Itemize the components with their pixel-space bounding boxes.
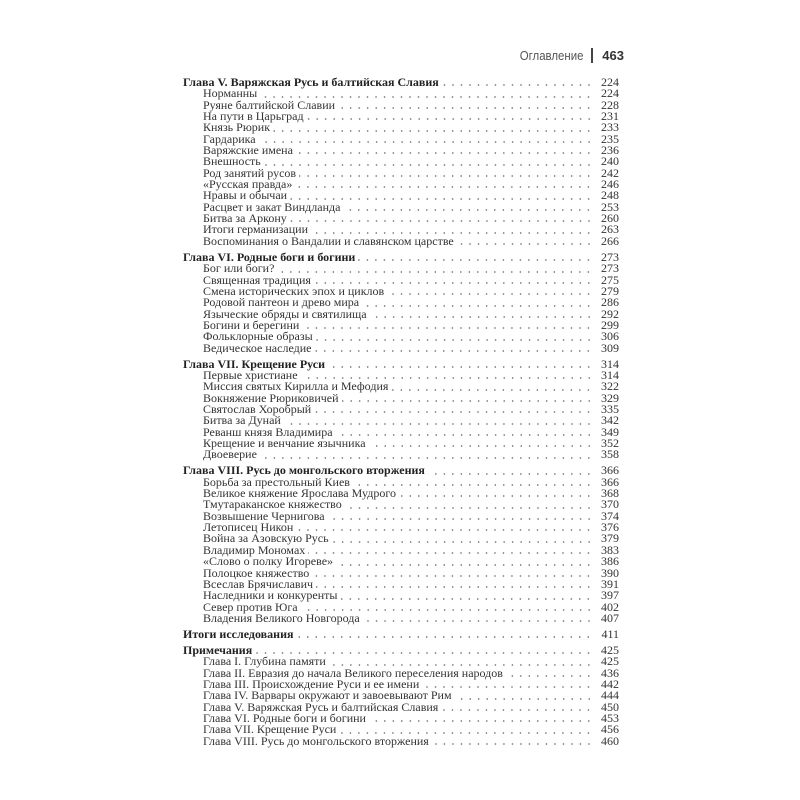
entry-page-number: 275 — [601, 272, 619, 287]
entry-page-number: 248 — [601, 188, 619, 203]
entry-title: Возвышение Чернигова — [203, 508, 325, 523]
entry-title: Священная традиция — [203, 272, 311, 287]
entry-page-number: 366 — [601, 474, 619, 489]
dot-leader — [316, 339, 593, 341]
entry-page-number: 352 — [601, 436, 619, 451]
entry-title: Битва за Аркону — [203, 211, 287, 226]
entry-page-number: 233 — [601, 120, 619, 135]
entry-page-number: 374 — [601, 508, 619, 523]
dot-leader — [362, 305, 593, 307]
entry-title: Наследники и конкуренты — [203, 588, 338, 603]
entry-page-number: 444 — [601, 688, 619, 703]
dot-leader — [302, 327, 593, 329]
dot-leader — [336, 564, 593, 566]
entry-page-number: 390 — [601, 565, 619, 580]
entry-page-number: 260 — [601, 211, 619, 226]
entry-title: Глава VI. Родные боги и богини — [203, 711, 366, 725]
dot-leader — [332, 541, 593, 543]
header-divider — [591, 48, 593, 63]
entry-title: Норманны — [203, 86, 258, 101]
entry-title: Внешность — [203, 154, 261, 169]
dot-leader — [296, 529, 593, 531]
dot-leader — [296, 636, 593, 638]
dot-leader — [457, 243, 593, 245]
dot-leader — [506, 675, 593, 677]
entry-title: Фольклорные образы — [203, 329, 313, 344]
toc-subentry[interactable] — [183, 340, 619, 355]
entry-page-number: 460 — [601, 733, 619, 748]
entry-page-number: 391 — [601, 576, 619, 591]
entry-page-number: 292 — [601, 306, 619, 321]
dot-leader — [328, 518, 593, 520]
dot-leader — [312, 575, 593, 577]
entry-page-number: 309 — [601, 340, 619, 355]
dot-leader — [338, 107, 593, 109]
dot-leader — [455, 698, 593, 700]
dot-leader — [299, 175, 593, 177]
dot-leader — [358, 259, 593, 261]
toc-section — [183, 249, 619, 355]
entry-title: Итоги германизации — [203, 222, 309, 237]
toc-subentry[interactable] — [183, 233, 619, 248]
running-header — [511, 48, 624, 63]
entry-page-number: 236 — [601, 143, 619, 158]
entry-page-number: 228 — [601, 97, 619, 112]
dot-leader — [428, 473, 593, 475]
dot-leader — [345, 507, 593, 509]
entry-page-number: 314 — [601, 367, 619, 382]
entry-title: Воспоминания о Вандалии и славянском царстве — [203, 233, 454, 248]
toc-subentry[interactable] — [183, 610, 619, 625]
entry-page-number: 386 — [601, 554, 619, 569]
entry-title: Глава VII. Крещение Руси — [203, 722, 337, 737]
dot-leader — [369, 720, 593, 722]
dot-leader — [264, 164, 593, 166]
entry-page-number: 246 — [601, 177, 619, 192]
entry-page-number: 407 — [601, 610, 619, 625]
entry-page-number: 240 — [601, 154, 619, 169]
entry-title: Глава II. Евразия до начала Великого переселения народов — [203, 665, 503, 680]
entry-page-number: 273 — [601, 249, 619, 264]
entry-title: Глава VIII. Русь до монгольского вторжения — [203, 733, 429, 748]
entry-title: Смена исторических эпох и циклов — [203, 283, 385, 298]
entry-title: Святослав Хоробрый — [203, 402, 312, 416]
entry-title: Глава V. Варяжская Русь и балтийская Славия — [203, 699, 439, 714]
entry-title: Всеслав Брячиславич — [203, 576, 314, 591]
dot-leader — [441, 709, 593, 711]
entry-page-number: 425 — [601, 654, 619, 669]
entry-title: Битва за Дунай — [203, 413, 281, 428]
entry-title: Вокняжение Рюриковичей — [203, 390, 339, 405]
entry-title: Крещение и венчание язычника — [203, 436, 366, 451]
entry-page-number: 383 — [601, 542, 619, 557]
entry-title: Глава III. Происхождение Руси и ее имени — [203, 676, 420, 691]
entry-title: Гардарика — [203, 131, 256, 146]
entry-title: Владимир Мономах — [203, 542, 306, 557]
dot-leader — [432, 743, 593, 745]
toc-subentry[interactable] — [183, 733, 619, 748]
table-of-contents — [183, 77, 619, 747]
dot-leader — [277, 271, 593, 273]
entry-page-number: 329 — [601, 390, 619, 405]
dot-leader — [316, 586, 593, 588]
toc-section — [183, 465, 619, 624]
entry-page-number: 368 — [601, 486, 619, 501]
entry-title: Тмутараканское княжество — [203, 497, 342, 512]
dot-leader — [340, 598, 593, 600]
entry-page-number: 322 — [601, 379, 619, 394]
entry-page-number: 253 — [601, 199, 619, 214]
entry-page-number: 242 — [601, 165, 619, 180]
dot-leader — [295, 186, 593, 188]
entry-title: Великое княжение Ярослава Мудрого — [203, 486, 396, 501]
dot-leader — [442, 84, 593, 86]
toc-section — [183, 626, 619, 641]
page-number: 463 — [602, 48, 624, 63]
dot-leader — [314, 350, 593, 352]
entry-title: Глава VII. Крещение Руси — [183, 356, 326, 371]
dot-leader — [314, 411, 593, 413]
entry-title: Расцвет и закат Виндланда — [203, 199, 341, 214]
entry-page-number: 273 — [601, 261, 619, 276]
entry-title: Языческие обряды и святилища — [203, 306, 367, 321]
dot-leader — [328, 366, 593, 368]
entry-title: Север против Юга — [203, 599, 298, 614]
entry-page-number: 453 — [601, 711, 619, 725]
dot-leader — [391, 389, 593, 391]
entry-title: Борьба за престольный Киев — [203, 474, 350, 489]
entry-page-number: 425 — [601, 642, 619, 657]
entry-page-number: 335 — [601, 402, 619, 416]
entry-page-number: 266 — [601, 233, 619, 248]
entry-page-number: 411 — [601, 626, 619, 641]
dot-leader — [342, 400, 593, 402]
entry-title: Руяне балтийской Славии — [203, 97, 336, 112]
entry-page-number: 436 — [601, 665, 619, 680]
entry-page-number: 456 — [601, 722, 619, 737]
entry-title: Глава IV. Варвары окружают и завоевывают Рим — [203, 688, 452, 703]
dot-leader — [387, 293, 593, 295]
entry-page-number: 376 — [601, 520, 619, 535]
entry-page-number: 397 — [601, 588, 619, 603]
entry-title: Варяжские имена — [203, 143, 293, 158]
entry-title: Примечания — [183, 642, 253, 657]
entry-title: Богини и берегини — [203, 317, 300, 332]
entry-page-number: 402 — [601, 599, 619, 614]
dot-leader — [308, 552, 593, 554]
entry-page-number: 235 — [601, 131, 619, 146]
entry-title: Бог или боги? — [203, 261, 275, 276]
entry-page-number: 263 — [601, 222, 619, 237]
entry-page-number: 224 — [601, 75, 619, 89]
entry-title: Итоги исследования — [183, 626, 294, 641]
entry-title: Миссия святых Кирилла и Мефодия — [203, 379, 389, 394]
entry-page-number: 279 — [601, 283, 619, 298]
dot-leader — [370, 316, 593, 318]
entry-title: Князь Рюрик — [203, 120, 271, 135]
toc-section — [183, 356, 619, 462]
entry-title: Глава VIII. Русь до монгольского вторжения — [183, 463, 425, 478]
entry-title: Род занятий русов — [203, 165, 297, 180]
entry-page-number: 224 — [601, 86, 619, 101]
dot-leader — [296, 152, 593, 154]
entry-title: Глава V. Варяжская Русь и балтийская Славия — [183, 75, 439, 89]
entry-page-number: 299 — [601, 317, 619, 332]
dot-leader — [260, 457, 593, 459]
entry-page-number: 342 — [601, 413, 619, 428]
entry-page-number: 231 — [601, 109, 619, 124]
entry-title: Нравы и обычаи — [203, 188, 288, 203]
entry-page-number: 349 — [601, 424, 619, 439]
toc-section — [183, 642, 619, 748]
dot-leader — [336, 434, 593, 436]
dot-leader — [290, 220, 593, 222]
dot-leader — [369, 445, 593, 447]
entry-page-number: 286 — [601, 295, 619, 310]
dot-leader — [307, 118, 593, 120]
entry-title: Первые христиане — [203, 367, 298, 382]
entry-page-number: 306 — [601, 329, 619, 344]
entry-page-number: 379 — [601, 531, 619, 546]
entry-title: Ведическое наследие — [203, 340, 312, 355]
entry-page-number: 366 — [601, 463, 619, 478]
toc-subentry[interactable] — [183, 449, 619, 460]
entry-title: На пути в Царьград — [203, 109, 304, 124]
toc-chapter-entry[interactable] — [183, 626, 619, 641]
entry-page-number: 450 — [601, 699, 619, 714]
entry-title: Война за Азовскую Русь — [203, 531, 329, 546]
entry-title: «Слово о полку Игореве» — [203, 554, 334, 569]
entry-page-number: 442 — [601, 676, 619, 691]
entry-title: Родовой пантеон и древо мира — [203, 295, 360, 310]
entry-title: Глава I. Глубина памяти — [203, 654, 326, 669]
entry-page-number: 358 — [601, 447, 619, 462]
toc-section — [183, 77, 619, 247]
entry-title: «Русская правда» — [203, 177, 293, 192]
entry-title: Двоеверие — [203, 447, 257, 462]
dot-leader — [273, 130, 593, 132]
dot-leader — [363, 620, 593, 622]
dot-leader — [343, 209, 593, 211]
entry-title: Летописец Никон — [203, 520, 294, 535]
entry-page-number: 314 — [601, 356, 619, 371]
entry-title: Глава VI. Родные боги и богини — [183, 249, 356, 264]
entry-title: Владения Великого Новгорода — [203, 610, 360, 625]
entry-title: Полоцкое княжество — [203, 565, 310, 580]
dot-leader — [259, 141, 593, 143]
entry-title: Реванш князя Владимира — [203, 424, 333, 439]
entry-page-number: 370 — [601, 497, 619, 512]
dot-leader — [399, 495, 593, 497]
header-title: Оглавление — [519, 48, 584, 63]
